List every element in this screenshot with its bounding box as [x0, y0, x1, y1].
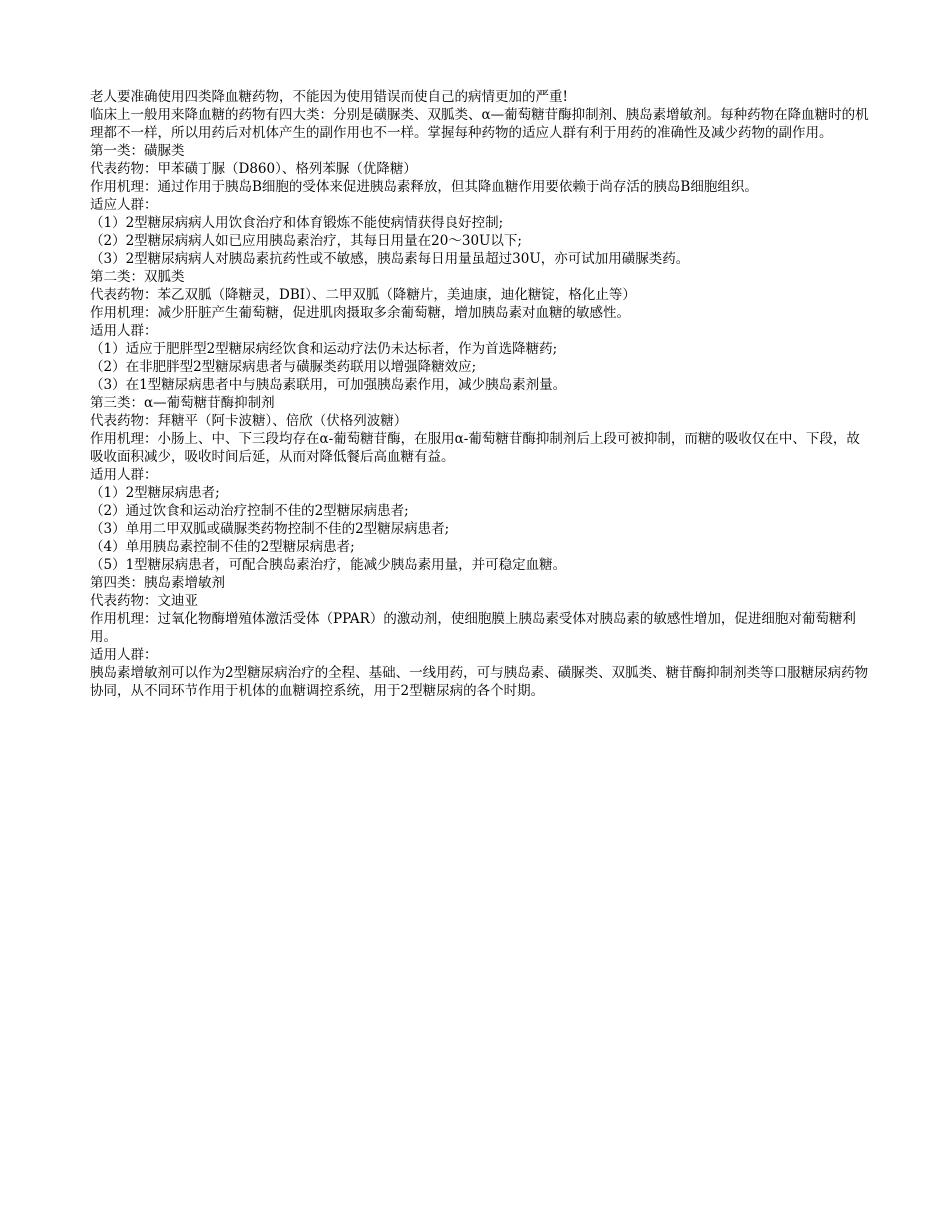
text-line: 适用人群：	[90, 647, 158, 663]
text-line: 代表药物：苯乙双胍（降糖灵，DBI）、二甲双胍（降糖片，美迪康，迪化糖锭，格化止等）	[90, 287, 636, 303]
text-line: 胰岛素增敏剂可以作为2型糖尿病治疗的全程、基础、一线用药，可与胰岛素、磺脲类、双胍类、糖苷酶抑制剂类等口服糖尿病药物协同，从不同环节作用于机体的血糖调控系统，用于2型糖尿病的各个时期。	[90, 665, 869, 699]
text-line: 老人要准确使用四类降血糖药物，不能因为使用错误而使自己的病情更加的严重!	[90, 89, 568, 105]
text-line: （1）适应于肥胖型2型糖尿病经饮食和运动疗法仍未达标者，作为首选降糖药;	[90, 341, 558, 357]
text-line: 代表药物：文迪亚	[90, 593, 198, 609]
text-line: 适用人群：	[90, 467, 158, 483]
text-line: 第四类：胰岛素增敏剂	[90, 575, 225, 591]
text-line: （3）单用二甲双胍或磺脲类药物控制不佳的2型糖尿病患者;	[90, 521, 450, 537]
text-line: 作用机理：小肠上、中、下三段均存在α-葡萄糖苷酶，在服用α-葡萄糖苷酶抑制剂后上段可被抑制，而糖的吸收仅在中、下段，故吸收面积减少，吸收时间后延，从而对降低餐后高血糖有益。	[90, 431, 860, 465]
text-line: 作用机理：通过作用于胰岛B细胞的受体来促进胰岛素释放，但其降血糖作用要依赖于尚存活的胰岛B细胞组织。	[90, 179, 758, 195]
text-line: 适用人群：	[90, 323, 158, 339]
text-line: （3）2型糖尿病病人对胰岛素抗药性或不敏感，胰岛素每日用量虽超过30U，亦可试加用磺脲类药。	[90, 251, 690, 267]
text-line: （1）2型糖尿病患者;	[90, 485, 220, 501]
text-line: 第二类：双胍类	[90, 269, 185, 285]
text-line: 代表药物：拜糖平（阿卡波糖）、倍欣（伏格列波糖）	[90, 413, 408, 429]
text-line: 第一类：磺脲类	[90, 143, 185, 159]
text-line: 代表药物：甲苯磺丁脲（D860）、格列苯脲（优降糖）	[90, 161, 417, 177]
text-line: （3）在1型糖尿病患者中与胰岛素联用，可加强胰岛素作用，减少胰岛素剂量。	[90, 377, 567, 393]
text-line: 作用机理：过氧化物酶增殖体激活受体（PPAR）的激动剂，使细胞膜上胰岛素受体对胰岛素的敏感性增加，促进细胞对葡萄糖利用。	[90, 611, 856, 645]
text-line: （2）2型糖尿病病人如已应用胰岛素治疗，其每日用量在20～30U以下;	[90, 233, 522, 249]
text-line: 临床上一般用来降血糖的药物有四大类：分别是磺脲类、双胍类、α—葡萄糖苷酶抑制剂、胰岛素增敏剂。每种药物在降血糖时的机理都不一样，所以用药后对机体产生的副作用也不一样。掌握每种药物的适应人群有利于用药的准确性及减少药物的副作用。	[90, 107, 869, 141]
text-line: （2）在非肥胖型2型糖尿病患者与磺脲类药联用以增强降糖效应;	[90, 359, 477, 375]
text-line: （2）通过饮食和运动治疗控制不佳的2型糖尿病患者;	[90, 503, 409, 519]
text-line: （5）1型糖尿病患者，可配合胰岛素治疗，能减少胰岛素用量，并可稳定血糖。	[90, 557, 567, 573]
document-body	[90, 88, 870, 700]
text-line: 第三类：α—葡萄糖苷酶抑制剂	[90, 395, 275, 411]
text-line: （4）单用胰岛素控制不佳的2型糖尿病患者;	[90, 539, 355, 555]
text-line: 作用机理：减少肝脏产生葡萄糖，促进肌肉摄取多余葡萄糖，增加胰岛素对血糖的敏感性。	[90, 305, 630, 321]
text-line: （1）2型糖尿病病人用饮食治疗和体育锻炼不能使病情获得良好控制;	[90, 215, 504, 231]
text-line: 适应人群：	[90, 197, 158, 213]
